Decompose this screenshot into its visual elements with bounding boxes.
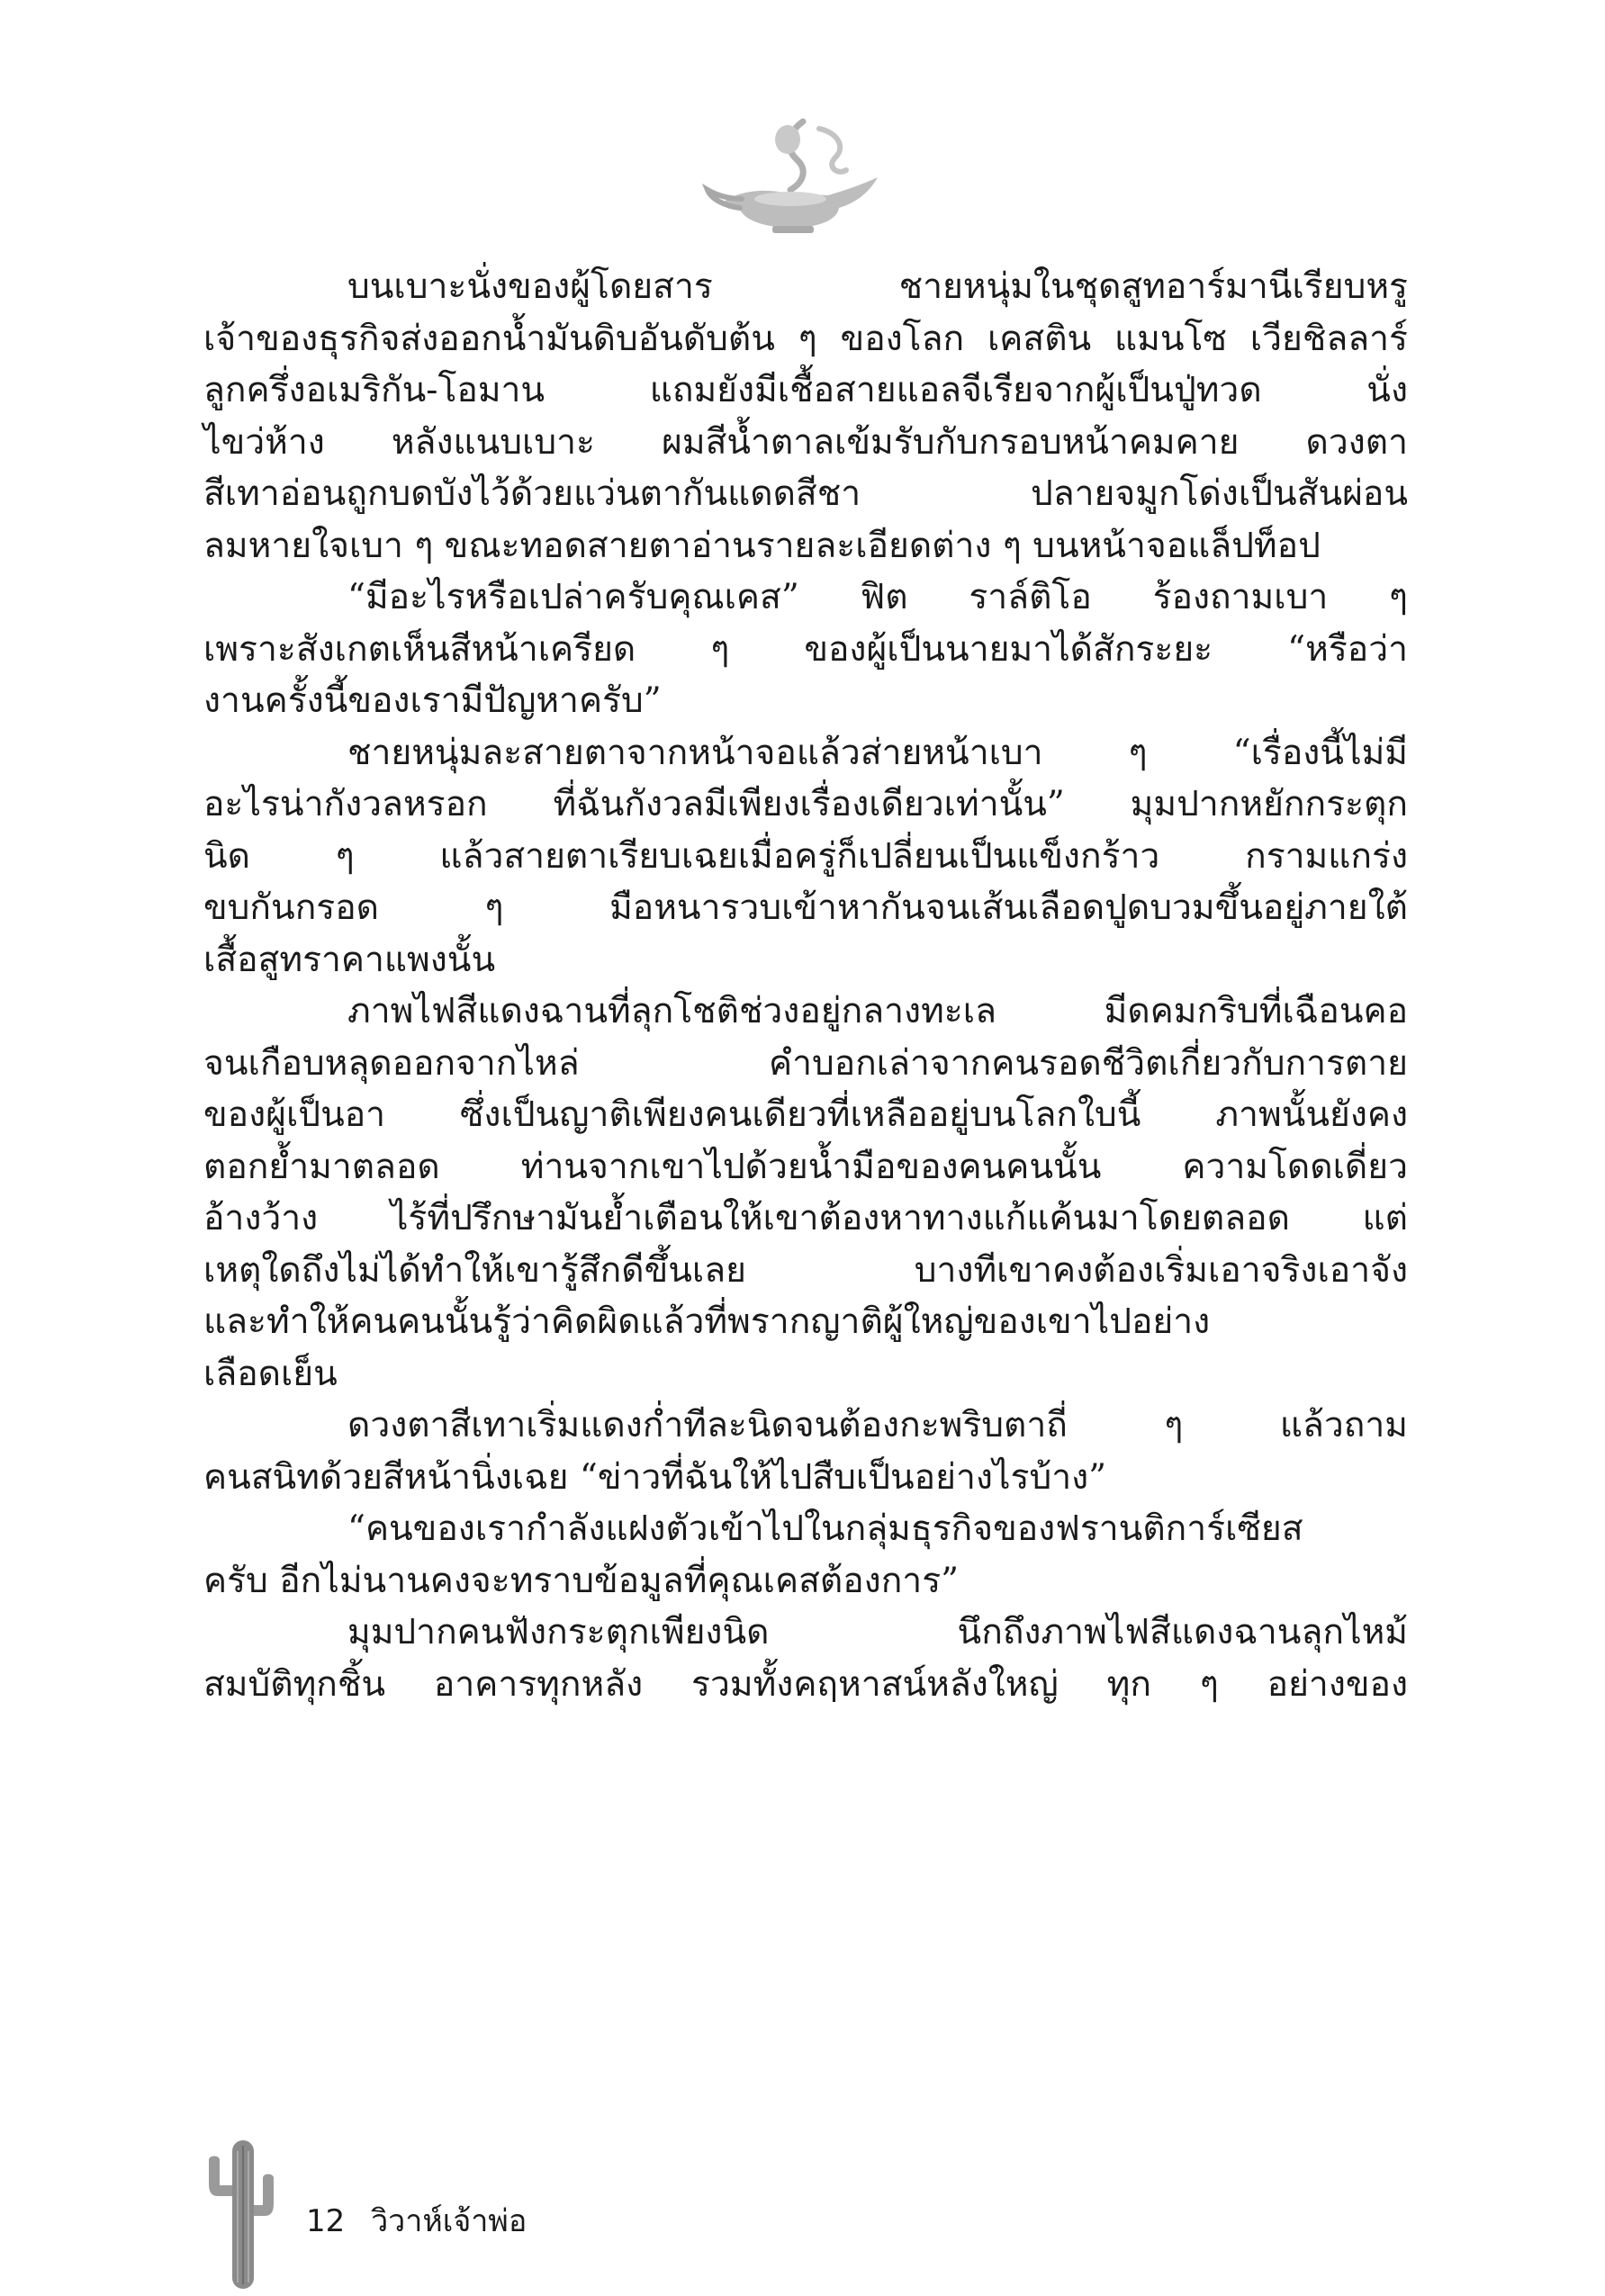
text-line: เพราะสังเกตเห็นสีหน้าเครียด ๆ ของผู้เป็นนายมาได้สักระยะ “หรือว่า: [203, 628, 1408, 670]
body-text: [203, 261, 1408, 1710]
text-line: บนเบาะนั่งของผู้โดยสาร ชายหนุ่มในชุดสูทอาร์มานีเรียบหรู: [347, 266, 1408, 307]
text-line: เสื้อสูทราคาแพงนั้น: [203, 939, 496, 980]
text-line: ลูกครึ่งอเมริกัน-โอมาน แถมยังมีเชื้อสายแอลจีเรียจากผู้เป็นปู่ทวด นั่ง: [203, 370, 1408, 410]
page-number: 12: [306, 2203, 346, 2239]
text-line: สมบัติทุกชิ้น อาคารทุกหลัง รวมทั้งคฤหาสน์หลังใหญ่ ทุก ๆ อย่างของ: [203, 1663, 1408, 1705]
text-line: จนเกือบหลุดออกจากไหล่ คำบอกเล่าจากคนรอดชีวิตเกี่ยวกับการตาย: [203, 1042, 1408, 1084]
text-line: เลือดเย็น: [203, 1353, 338, 1394]
book-title: วิวาห์เจ้าพ่อ: [371, 2203, 527, 2239]
text-line: ดวงตาสีเทาเริ่มแดงก่ำทีละนิดจนต้องกะพริบตาถี่ ๆ แล้วถาม: [347, 1405, 1408, 1445]
text-line: สีเทาอ่อนถูกบดบังไว้ด้วยแว่นตากันแดดสีชา ปลายจมูกโด่งเป็นสันผ่อน: [203, 473, 1408, 514]
text-line: งานครั้งนี้ของเรามีปัญหาครับ”: [203, 680, 662, 721]
text-line: ลมหายใจเบา ๆ ขณะทอดสายตาอ่านรายละเอียดต่าง ๆ บนหน้าจอแล็ปท็อป: [203, 525, 1321, 566]
text-line: อะไรน่ากังวลหรอก ที่ฉันกังวลมีเพียงเรื่องเดียวเท่านั้น” มุมปากหยักกระตุก: [203, 784, 1408, 824]
text-line: ภาพไฟสีแดงฉานที่ลุกโชติช่วงอยู่กลางทะเล มีดคมกริบที่เฉือนคอ: [347, 991, 1408, 1031]
text-line: ขบกันกรอด ๆ มือหนารวบเข้าหากันจนเส้นเลือดปูดบวมขึ้นอยู่ภายใต้: [203, 887, 1408, 928]
text-line: และทำให้คนคนนั้นรู้ว่าคิดผิดแล้วที่พรากญาติผู้ใหญ่ของเขาไปอย่าง: [203, 1301, 1211, 1342]
cactus-icon: [196, 2133, 286, 2291]
text-line: ของผู้เป็นอา ซึ่งเป็นญาติเพียงคนเดียวที่เหลืออยู่บนโลกใบนี้ ภาพนั้นยังคง: [203, 1094, 1408, 1135]
text-line: คนสนิทด้วยสีหน้านิ่งเฉย “ข่าวที่ฉันให้ไปสืบเป็นอย่างไรบ้าง”: [203, 1456, 1107, 1498]
text-line: นิด ๆ แล้วสายตาเรียบเฉยเมื่อครู่ก็เปลี่ยนเป็นแข็งกร้าว กรามแกร่ง: [203, 835, 1408, 877]
text-line: ชายหนุ่มละสายตาจากหน้าจอแล้วส่ายหน้าเบา ๆ “เรื่องนี้ไม่มี: [347, 732, 1408, 773]
page-footer: [306, 2196, 527, 2245]
text-line: อ้างว้าง ไร้ที่ปรึกษามันย้ำเตือนให้เขาต้องหาทางแก้แค้นมาโดยตลอด แต่: [203, 1198, 1408, 1238]
text-line: เจ้าของธุรกิจส่งออกน้ำมันดิบอันดับต้น ๆ ของโลก เคสติน แมนโซ เวียชิลลาร์: [203, 318, 1408, 359]
text-line: ตอกย้ำมาตลอด ท่านจากเขาไปด้วยน้ำมือของคนคนนั้น ความโดดเดี่ยว: [203, 1146, 1408, 1187]
text-line: “คนของเรากำลังแฝงตัวเข้าไปในกลุ่มธุรกิจของฟรานติการ์เซียส: [347, 1508, 1303, 1549]
text-line: เหตุใดถึงไม่ได้ทำให้เขารู้สึกดีขึ้นเลย บางทีเขาคงต้องเริ่มเอาจริงเอาจัง: [203, 1249, 1408, 1291]
text-line: ครับ อีกไม่นานคงจะทราบข้อมูลที่คุณเคสต้องการ”: [203, 1560, 960, 1601]
text-line: “มีอะไรหรือเปล่าครับคุณเคส” ฟิต ราล์ติโอ ร้องถามเบา ๆ: [347, 577, 1408, 617]
magic-lamp-ornament: [702, 113, 887, 239]
text-line: มุมปากคนฟังกระตุกเพียงนิด นึกถึงภาพไฟสีแดงฉานลุกไหม้: [347, 1612, 1408, 1652]
text-line: ไขว่ห้าง หลังแนบเบาะ ผมสีน้ำตาลเข้มรับกับกรอบหน้าคมคาย ดวงตา: [203, 421, 1408, 463]
